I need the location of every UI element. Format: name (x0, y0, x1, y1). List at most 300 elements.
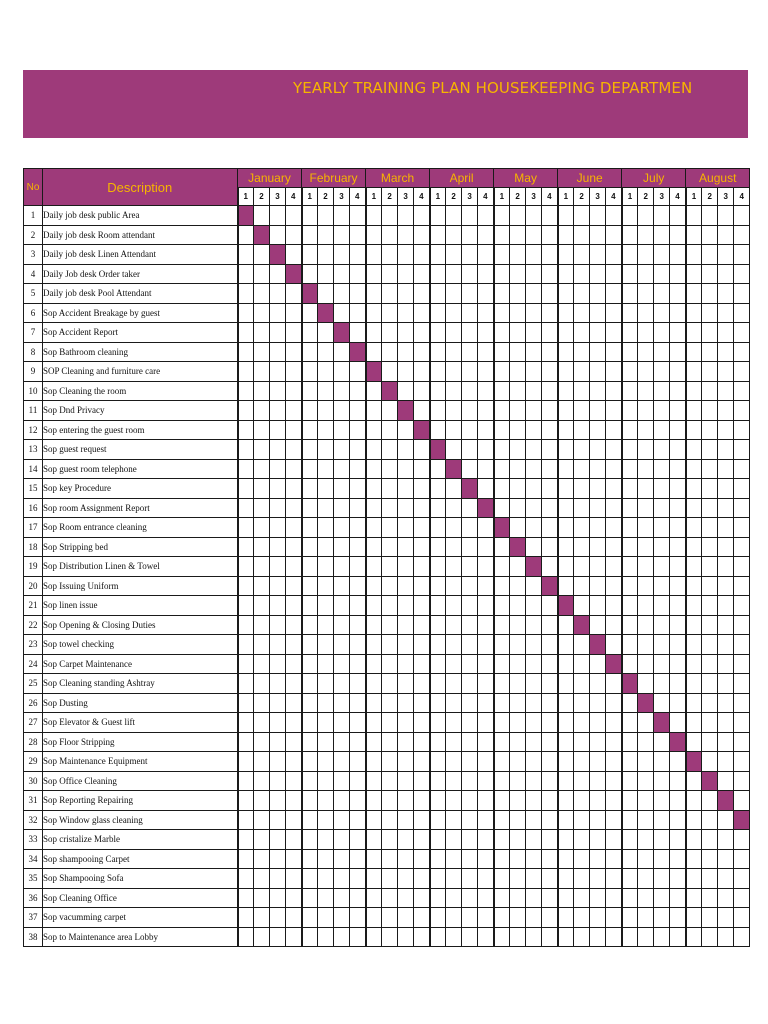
week-cell[interactable] (718, 830, 734, 850)
week-cell[interactable] (542, 264, 558, 284)
scheduled-week-cell[interactable] (558, 596, 574, 616)
week-cell[interactable] (382, 752, 398, 772)
week-cell[interactable] (334, 732, 350, 752)
week-cell[interactable] (350, 654, 366, 674)
week-cell[interactable] (302, 479, 318, 499)
week-cell[interactable] (462, 888, 478, 908)
week-cell[interactable] (526, 440, 542, 460)
week-cell[interactable] (670, 830, 686, 850)
week-cell[interactable] (430, 635, 446, 655)
week-cell[interactable] (654, 810, 670, 830)
week-cell[interactable] (254, 654, 270, 674)
week-cell[interactable] (318, 518, 334, 538)
week-cell[interactable] (574, 303, 590, 323)
week-cell[interactable] (302, 225, 318, 245)
week-cell[interactable] (734, 206, 750, 226)
week-cell[interactable] (494, 752, 510, 772)
week-cell[interactable] (414, 459, 430, 479)
week-cell[interactable] (318, 323, 334, 343)
week-cell[interactable] (510, 264, 526, 284)
week-cell[interactable] (478, 518, 494, 538)
week-cell[interactable] (670, 362, 686, 382)
week-cell[interactable] (526, 752, 542, 772)
week-cell[interactable] (526, 693, 542, 713)
week-cell[interactable] (334, 674, 350, 694)
week-cell[interactable] (334, 830, 350, 850)
week-cell[interactable] (270, 576, 286, 596)
week-cell[interactable] (398, 362, 414, 382)
week-cell[interactable] (574, 401, 590, 421)
week-cell[interactable] (558, 654, 574, 674)
week-cell[interactable] (558, 303, 574, 323)
week-cell[interactable] (318, 557, 334, 577)
week-cell[interactable] (542, 459, 558, 479)
week-cell[interactable] (622, 323, 638, 343)
week-cell[interactable] (302, 557, 318, 577)
week-cell[interactable] (238, 771, 254, 791)
week-cell[interactable] (510, 362, 526, 382)
week-cell[interactable] (702, 303, 718, 323)
week-cell[interactable] (302, 264, 318, 284)
week-cell[interactable] (414, 674, 430, 694)
week-cell[interactable] (510, 888, 526, 908)
week-cell[interactable] (478, 245, 494, 265)
week-cell[interactable] (350, 557, 366, 577)
week-cell[interactable] (510, 654, 526, 674)
week-cell[interactable] (638, 576, 654, 596)
week-cell[interactable] (526, 732, 542, 752)
week-cell[interactable] (494, 576, 510, 596)
week-cell[interactable] (398, 323, 414, 343)
week-cell[interactable] (318, 479, 334, 499)
week-cell[interactable] (478, 362, 494, 382)
week-cell[interactable] (318, 381, 334, 401)
week-cell[interactable] (350, 849, 366, 869)
week-cell[interactable] (318, 654, 334, 674)
week-cell[interactable] (622, 635, 638, 655)
week-cell[interactable] (558, 635, 574, 655)
week-cell[interactable] (446, 342, 462, 362)
week-cell[interactable] (478, 284, 494, 304)
week-cell[interactable] (270, 654, 286, 674)
week-cell[interactable] (366, 323, 382, 343)
week-cell[interactable] (718, 752, 734, 772)
week-cell[interactable] (462, 849, 478, 869)
week-cell[interactable] (366, 869, 382, 889)
week-cell[interactable] (270, 596, 286, 616)
week-cell[interactable] (334, 713, 350, 733)
scheduled-week-cell[interactable] (718, 791, 734, 811)
week-cell[interactable] (238, 576, 254, 596)
week-cell[interactable] (622, 420, 638, 440)
week-cell[interactable] (318, 225, 334, 245)
week-cell[interactable] (718, 654, 734, 674)
week-cell[interactable] (478, 635, 494, 655)
week-cell[interactable] (526, 225, 542, 245)
week-cell[interactable] (686, 732, 702, 752)
week-cell[interactable] (542, 596, 558, 616)
week-cell[interactable] (270, 303, 286, 323)
week-cell[interactable] (638, 810, 654, 830)
week-cell[interactable] (398, 830, 414, 850)
week-cell[interactable] (718, 245, 734, 265)
week-cell[interactable] (494, 303, 510, 323)
week-cell[interactable] (702, 362, 718, 382)
week-cell[interactable] (558, 264, 574, 284)
week-cell[interactable] (350, 225, 366, 245)
week-cell[interactable] (558, 693, 574, 713)
week-cell[interactable] (574, 830, 590, 850)
week-cell[interactable] (238, 264, 254, 284)
week-cell[interactable] (270, 713, 286, 733)
week-cell[interactable] (430, 927, 446, 947)
week-cell[interactable] (526, 654, 542, 674)
week-cell[interactable] (622, 596, 638, 616)
week-cell[interactable] (510, 927, 526, 947)
week-cell[interactable] (462, 576, 478, 596)
week-cell[interactable] (238, 674, 254, 694)
week-cell[interactable] (494, 245, 510, 265)
week-cell[interactable] (654, 732, 670, 752)
week-cell[interactable] (446, 264, 462, 284)
week-cell[interactable] (638, 791, 654, 811)
week-cell[interactable] (526, 362, 542, 382)
week-cell[interactable] (478, 908, 494, 928)
week-cell[interactable] (718, 908, 734, 928)
week-cell[interactable] (238, 849, 254, 869)
week-cell[interactable] (654, 303, 670, 323)
week-cell[interactable] (366, 654, 382, 674)
week-cell[interactable] (718, 810, 734, 830)
week-cell[interactable] (398, 284, 414, 304)
week-cell[interactable] (478, 401, 494, 421)
week-cell[interactable] (238, 303, 254, 323)
week-cell[interactable] (318, 830, 334, 850)
week-cell[interactable] (446, 518, 462, 538)
week-cell[interactable] (238, 615, 254, 635)
week-cell[interactable] (574, 537, 590, 557)
week-cell[interactable] (494, 888, 510, 908)
week-cell[interactable] (670, 713, 686, 733)
week-cell[interactable] (286, 459, 302, 479)
week-cell[interactable] (558, 576, 574, 596)
week-cell[interactable] (414, 849, 430, 869)
week-cell[interactable] (350, 440, 366, 460)
scheduled-week-cell[interactable] (670, 732, 686, 752)
week-cell[interactable] (414, 752, 430, 772)
week-cell[interactable] (494, 459, 510, 479)
week-cell[interactable] (382, 615, 398, 635)
week-cell[interactable] (414, 810, 430, 830)
week-cell[interactable] (510, 498, 526, 518)
week-cell[interactable] (638, 654, 654, 674)
week-cell[interactable] (446, 440, 462, 460)
week-cell[interactable] (382, 245, 398, 265)
week-cell[interactable] (286, 791, 302, 811)
week-cell[interactable] (702, 849, 718, 869)
week-cell[interactable] (558, 518, 574, 538)
week-cell[interactable] (286, 635, 302, 655)
week-cell[interactable] (350, 401, 366, 421)
week-cell[interactable] (446, 693, 462, 713)
week-cell[interactable] (734, 713, 750, 733)
week-cell[interactable] (526, 537, 542, 557)
scheduled-week-cell[interactable] (398, 401, 414, 421)
week-cell[interactable] (254, 557, 270, 577)
week-cell[interactable] (462, 869, 478, 889)
week-cell[interactable] (430, 323, 446, 343)
week-cell[interactable] (510, 791, 526, 811)
week-cell[interactable] (238, 908, 254, 928)
week-cell[interactable] (414, 401, 430, 421)
week-cell[interactable] (462, 401, 478, 421)
week-cell[interactable] (446, 830, 462, 850)
week-cell[interactable] (606, 869, 622, 889)
week-cell[interactable] (334, 264, 350, 284)
week-cell[interactable] (318, 401, 334, 421)
week-cell[interactable] (462, 284, 478, 304)
week-cell[interactable] (574, 713, 590, 733)
week-cell[interactable] (622, 615, 638, 635)
week-cell[interactable] (398, 654, 414, 674)
week-cell[interactable] (654, 927, 670, 947)
week-cell[interactable] (622, 245, 638, 265)
week-cell[interactable] (398, 459, 414, 479)
week-cell[interactable] (318, 693, 334, 713)
week-cell[interactable] (542, 752, 558, 772)
week-cell[interactable] (350, 381, 366, 401)
week-cell[interactable] (734, 576, 750, 596)
week-cell[interactable] (542, 810, 558, 830)
week-cell[interactable] (702, 693, 718, 713)
week-cell[interactable] (238, 518, 254, 538)
week-cell[interactable] (398, 635, 414, 655)
week-cell[interactable] (526, 908, 542, 928)
week-cell[interactable] (350, 479, 366, 499)
week-cell[interactable] (478, 810, 494, 830)
week-cell[interactable] (462, 225, 478, 245)
week-cell[interactable] (478, 732, 494, 752)
week-cell[interactable] (670, 869, 686, 889)
week-cell[interactable] (270, 869, 286, 889)
week-cell[interactable] (382, 401, 398, 421)
week-cell[interactable] (686, 459, 702, 479)
week-cell[interactable] (718, 381, 734, 401)
week-cell[interactable] (254, 264, 270, 284)
week-cell[interactable] (382, 206, 398, 226)
week-cell[interactable] (238, 245, 254, 265)
week-cell[interactable] (270, 810, 286, 830)
week-cell[interactable] (366, 576, 382, 596)
week-cell[interactable] (478, 206, 494, 226)
week-cell[interactable] (670, 654, 686, 674)
week-cell[interactable] (702, 752, 718, 772)
week-cell[interactable] (670, 615, 686, 635)
week-cell[interactable] (590, 693, 606, 713)
week-cell[interactable] (702, 869, 718, 889)
week-cell[interactable] (462, 732, 478, 752)
week-cell[interactable] (526, 342, 542, 362)
week-cell[interactable] (734, 225, 750, 245)
week-cell[interactable] (398, 713, 414, 733)
week-cell[interactable] (398, 693, 414, 713)
week-cell[interactable] (606, 401, 622, 421)
week-cell[interactable] (590, 323, 606, 343)
week-cell[interactable] (446, 537, 462, 557)
week-cell[interactable] (686, 615, 702, 635)
week-cell[interactable] (270, 908, 286, 928)
week-cell[interactable] (462, 654, 478, 674)
week-cell[interactable] (366, 440, 382, 460)
week-cell[interactable] (446, 381, 462, 401)
week-cell[interactable] (414, 771, 430, 791)
week-cell[interactable] (606, 615, 622, 635)
week-cell[interactable] (718, 206, 734, 226)
scheduled-week-cell[interactable] (430, 440, 446, 460)
week-cell[interactable] (542, 771, 558, 791)
week-cell[interactable] (478, 791, 494, 811)
week-cell[interactable] (350, 284, 366, 304)
scheduled-week-cell[interactable] (702, 771, 718, 791)
week-cell[interactable] (382, 732, 398, 752)
scheduled-week-cell[interactable] (334, 323, 350, 343)
week-cell[interactable] (238, 284, 254, 304)
week-cell[interactable] (270, 459, 286, 479)
week-cell[interactable] (702, 615, 718, 635)
scheduled-week-cell[interactable] (318, 303, 334, 323)
week-cell[interactable] (414, 927, 430, 947)
week-cell[interactable] (734, 440, 750, 460)
week-cell[interactable] (702, 635, 718, 655)
week-cell[interactable] (382, 440, 398, 460)
week-cell[interactable] (734, 830, 750, 850)
week-cell[interactable] (398, 479, 414, 499)
week-cell[interactable] (606, 459, 622, 479)
week-cell[interactable] (558, 401, 574, 421)
week-cell[interactable] (414, 537, 430, 557)
week-cell[interactable] (542, 284, 558, 304)
week-cell[interactable] (654, 225, 670, 245)
week-cell[interactable] (686, 654, 702, 674)
week-cell[interactable] (270, 888, 286, 908)
week-cell[interactable] (606, 498, 622, 518)
week-cell[interactable] (334, 576, 350, 596)
week-cell[interactable] (590, 888, 606, 908)
week-cell[interactable] (526, 771, 542, 791)
week-cell[interactable] (718, 440, 734, 460)
week-cell[interactable] (574, 635, 590, 655)
week-cell[interactable] (350, 830, 366, 850)
week-cell[interactable] (318, 713, 334, 733)
week-cell[interactable] (238, 537, 254, 557)
week-cell[interactable] (574, 206, 590, 226)
week-cell[interactable] (430, 459, 446, 479)
week-cell[interactable] (398, 849, 414, 869)
week-cell[interactable] (606, 479, 622, 499)
week-cell[interactable] (462, 420, 478, 440)
week-cell[interactable] (638, 713, 654, 733)
week-cell[interactable] (558, 206, 574, 226)
week-cell[interactable] (558, 927, 574, 947)
week-cell[interactable] (574, 927, 590, 947)
week-cell[interactable] (510, 381, 526, 401)
week-cell[interactable] (270, 323, 286, 343)
week-cell[interactable] (526, 888, 542, 908)
week-cell[interactable] (254, 830, 270, 850)
week-cell[interactable] (654, 596, 670, 616)
week-cell[interactable] (702, 557, 718, 577)
week-cell[interactable] (526, 810, 542, 830)
week-cell[interactable] (254, 245, 270, 265)
week-cell[interactable] (270, 284, 286, 304)
week-cell[interactable] (686, 498, 702, 518)
week-cell[interactable] (462, 771, 478, 791)
week-cell[interactable] (398, 810, 414, 830)
week-cell[interactable] (302, 362, 318, 382)
week-cell[interactable] (590, 576, 606, 596)
week-cell[interactable] (254, 342, 270, 362)
week-cell[interactable] (590, 752, 606, 772)
week-cell[interactable] (238, 752, 254, 772)
week-cell[interactable] (478, 888, 494, 908)
week-cell[interactable] (558, 362, 574, 382)
week-cell[interactable] (446, 849, 462, 869)
week-cell[interactable] (366, 459, 382, 479)
week-cell[interactable] (478, 420, 494, 440)
week-cell[interactable] (510, 206, 526, 226)
week-cell[interactable] (414, 206, 430, 226)
week-cell[interactable] (318, 440, 334, 460)
week-cell[interactable] (398, 869, 414, 889)
week-cell[interactable] (350, 908, 366, 928)
week-cell[interactable] (686, 401, 702, 421)
week-cell[interactable] (286, 284, 302, 304)
week-cell[interactable] (478, 323, 494, 343)
week-cell[interactable] (718, 537, 734, 557)
week-cell[interactable] (574, 381, 590, 401)
week-cell[interactable] (302, 674, 318, 694)
week-cell[interactable] (270, 206, 286, 226)
week-cell[interactable] (238, 596, 254, 616)
week-cell[interactable] (398, 381, 414, 401)
week-cell[interactable] (398, 752, 414, 772)
week-cell[interactable] (702, 206, 718, 226)
week-cell[interactable] (286, 518, 302, 538)
week-cell[interactable] (254, 771, 270, 791)
week-cell[interactable] (270, 674, 286, 694)
week-cell[interactable] (590, 498, 606, 518)
week-cell[interactable] (622, 732, 638, 752)
week-cell[interactable] (574, 576, 590, 596)
week-cell[interactable] (606, 381, 622, 401)
week-cell[interactable] (286, 771, 302, 791)
week-cell[interactable] (446, 576, 462, 596)
week-cell[interactable] (270, 440, 286, 460)
week-cell[interactable] (350, 771, 366, 791)
week-cell[interactable] (494, 537, 510, 557)
week-cell[interactable] (254, 674, 270, 694)
scheduled-week-cell[interactable] (286, 264, 302, 284)
week-cell[interactable] (542, 518, 558, 538)
week-cell[interactable] (398, 596, 414, 616)
week-cell[interactable] (574, 693, 590, 713)
week-cell[interactable] (718, 849, 734, 869)
week-cell[interactable] (702, 284, 718, 304)
week-cell[interactable] (606, 362, 622, 382)
week-cell[interactable] (558, 713, 574, 733)
week-cell[interactable] (414, 732, 430, 752)
week-cell[interactable] (254, 635, 270, 655)
